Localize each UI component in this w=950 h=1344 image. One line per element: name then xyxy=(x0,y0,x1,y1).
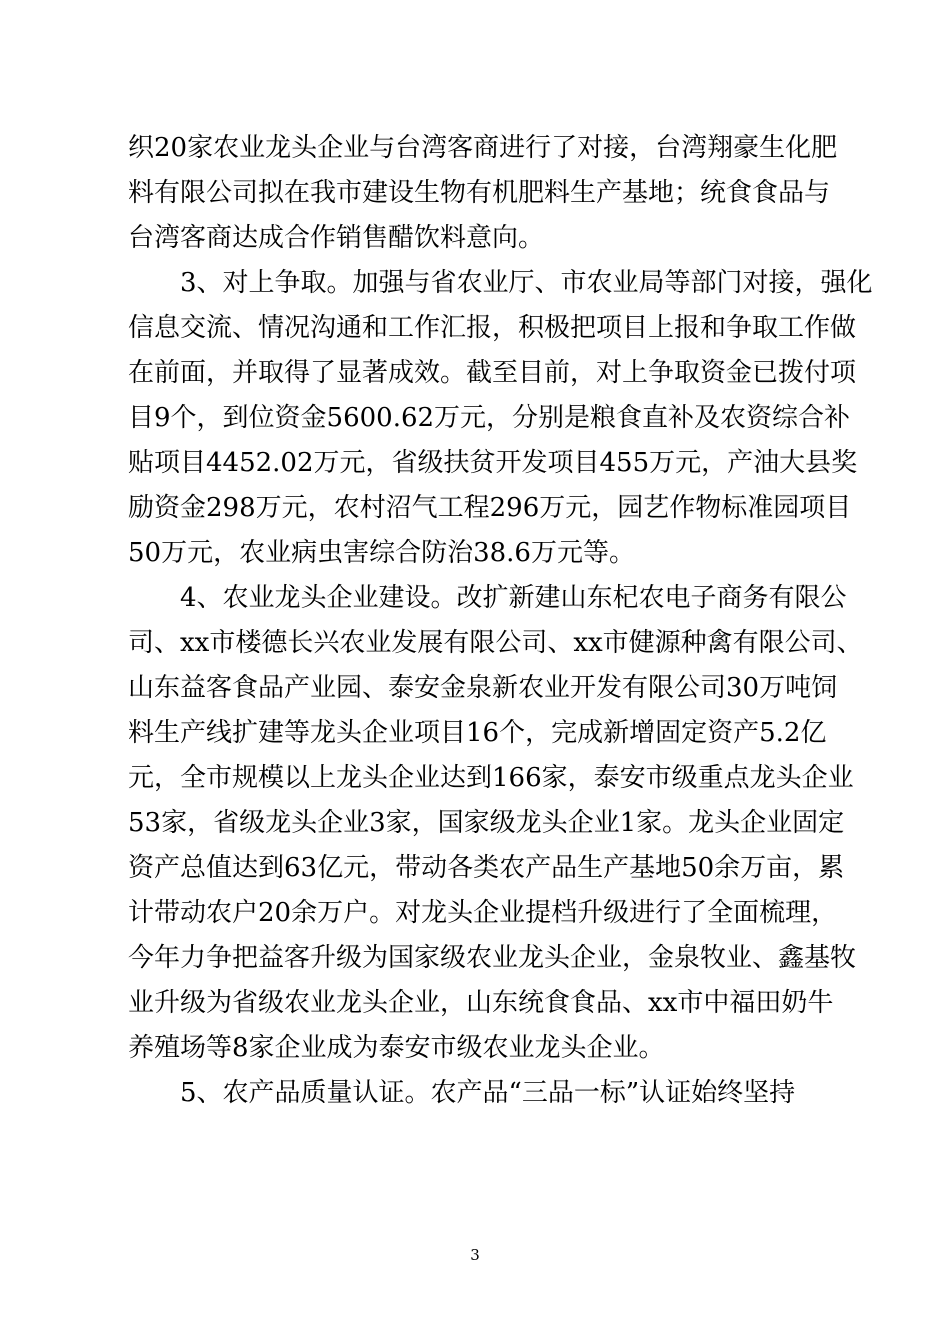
text-line: 贴项目4452.02万元，省级扶贫开发项目455万元，产油大县奖 xyxy=(128,448,858,478)
text-line: 在前面，并取得了显著成效。截至目前，对上争取资金已拨付项 xyxy=(128,358,857,388)
text-line: 山东益客食品产业园、泰安金泉新农业开发有限公司30万吨饲 xyxy=(128,673,838,703)
text-line: 50万元，农业病虫害综合防治38.6万元等。 xyxy=(128,538,635,568)
text-line: 计带动农户20余万户。对龙头企业提档升级进行了全面梳理， xyxy=(128,898,838,928)
paragraph-first-line: 3、对上争取。加强与省农业厅、市农业局等部门对接，强化 xyxy=(180,268,873,298)
text-line: 目9个，到位资金5600.62万元，分别是粮食直补及农资综合补 xyxy=(128,403,851,433)
text-line: 台湾客商达成合作销售醋饮料意向。 xyxy=(128,223,545,253)
text-line: 司、xx市楼德长兴农业发展有限公司、xx市健源种禽有限公司、 xyxy=(128,628,863,658)
text-line: 励资金298万元，农村沼气工程296万元，园艺作物标准园项目 xyxy=(128,493,852,523)
text-line: 料有限公司拟在我市建设生物有机肥料生产基地；统食食品与 xyxy=(128,178,831,208)
text-line: 织20家农业龙头企业与台湾客商进行了对接，台湾翔豪生化肥 xyxy=(128,133,838,163)
text-line: 养殖场等8家企业成为泰安市级农业龙头企业。 xyxy=(128,1033,665,1063)
text-line: 今年力争把益客升级为国家级农业龙头企业，金泉牧业、鑫基牧 xyxy=(128,943,857,973)
text-line: 料生产线扩建等龙头企业项目16个，完成新增固定资产5.2亿 xyxy=(128,718,827,748)
page-number: 3 xyxy=(470,1246,480,1264)
text-line: 信息交流、情况沟通和工作汇报，积极把项目上报和争取工作做 xyxy=(128,313,857,343)
paragraph-first-line: 5、农产品质量认证。农产品“三品一标”认证始终坚持 xyxy=(180,1078,796,1108)
text-line: 资产总值达到63亿元，带动各类农产品生产基地50余万亩，累 xyxy=(128,853,845,883)
paragraph-first-line: 4、农业龙头企业建设。改扩新建山东杞农电子商务有限公 xyxy=(180,583,847,613)
text-line: 元，全市规模以上龙头企业达到166家，泰安市级重点龙头企业 xyxy=(128,763,854,793)
text-line: 业升级为省级农业龙头企业，山东统食食品、xx市中福田奶牛 xyxy=(128,988,834,1018)
text-line: 53家，省级龙头企业3家，国家级龙头企业1家。龙头企业固定 xyxy=(128,808,845,838)
